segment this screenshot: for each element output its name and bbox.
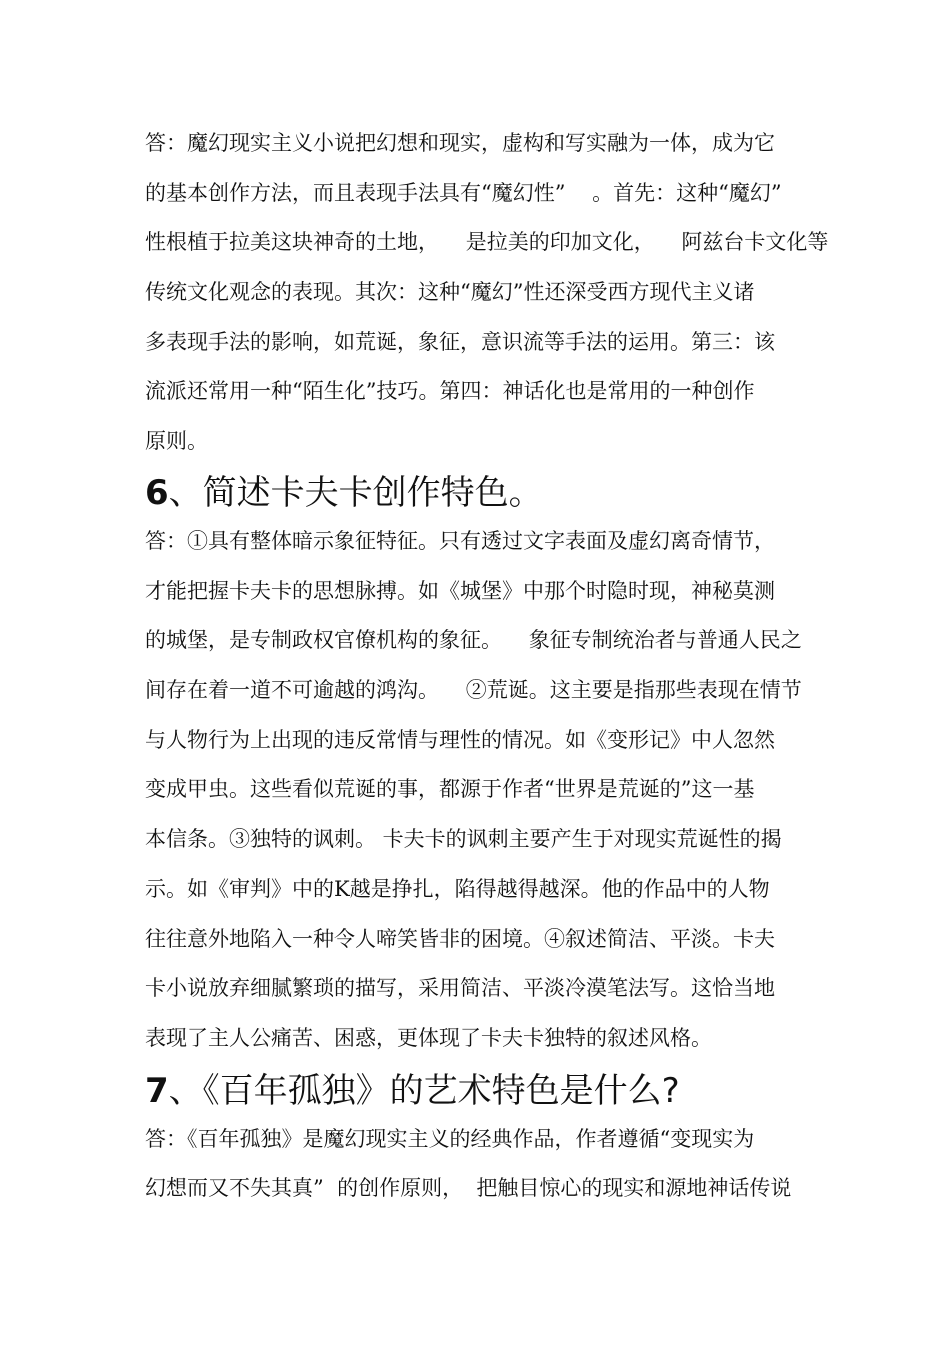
answer-line: 的基本创作方法，而且表现手法具有“魔幻性” 。首先：这种“魔幻” (145, 181, 782, 205)
section-heading (145, 1070, 845, 1112)
answer-line: 才能把握卡夫卡的思想脉搏。如《城堡》中那个时隐时现，神秘莫测 (145, 579, 775, 603)
answer-line: 与人物行为上出现的违反常情与理性的情况。如《变形记》中人忽然 (145, 728, 775, 752)
answer-line: 示。如《审判》中的K越是挣扎，陷得越得越深。他的作品中的人物 (145, 877, 770, 901)
answer-line: 的城堡，是专制政权官僚机构的象征。 象征专制统治者与普通人民之 (145, 628, 802, 652)
section-number: 6 (145, 473, 169, 513)
answer-line: 变成甲虫。这些看似荒诞的事，都源于作者“世界是荒诞的”这一基 (145, 777, 755, 801)
section-heading (145, 472, 845, 514)
section-title: 、《百年孤独》的艺术特色是什么? (168, 1071, 680, 1111)
answer-line: 多表现手法的影响，如荒诞，象征，意识流等手法的运用。第三：该 (145, 330, 775, 354)
section-number: 7 (145, 1071, 169, 1111)
answer-line: 往往意外地陷入一种令人啼笑皆非的困境。④叙述简洁、平淡。卡夫 (145, 927, 775, 951)
answer-line: 表现了主人公痛苦、困惑，更体现了卡夫卡独特的叙述风格。 (145, 1026, 712, 1050)
answer-line: 答：①具有整体暗示象征特征。只有透过文字表面及虚幻离奇情节， (145, 529, 775, 553)
answer-line: 间存在着一道不可逾越的鸿沟。 ②荒诞。这主要是指那些表现在情节 (145, 678, 802, 702)
answer-line: 传统文化观念的表现。其次：这种“魔幻”性还深受西方现代主义诸 (145, 280, 755, 304)
answer-line: 答：魔幻现实主义小说把幻想和现实，虚构和写实融为一体，成为它 (145, 131, 775, 155)
answer-line: 幻想而又不失其真” 的创作原则， 把触目惊心的现实和源地神话传说 (145, 1176, 792, 1200)
answer-line: 卡小说放弃细腻繁琐的描写，采用简洁、平淡冷漠笔法写。这恰当地 (145, 976, 775, 1000)
answer-line: 原则。 (145, 429, 208, 453)
section-title: 、简述卡夫卡创作特色。 (168, 473, 543, 513)
answer-line: 流派还常用一种“陌生化”技巧。第四：神话化也是常用的一种创作 (145, 379, 755, 403)
answer-line: 答：《百年孤独》是魔幻现实主义的经典作品，作者遵循“变现实为 (145, 1127, 755, 1151)
answer-line: 性根植于拉美这块神奇的土地， 是拉美的印加文化， 阿兹台卡文化等 (145, 230, 829, 254)
answer-line: 本信条。③独特的讽刺。 卡夫卡的讽刺主要产生于对现实荒诞性的揭 (145, 827, 782, 851)
